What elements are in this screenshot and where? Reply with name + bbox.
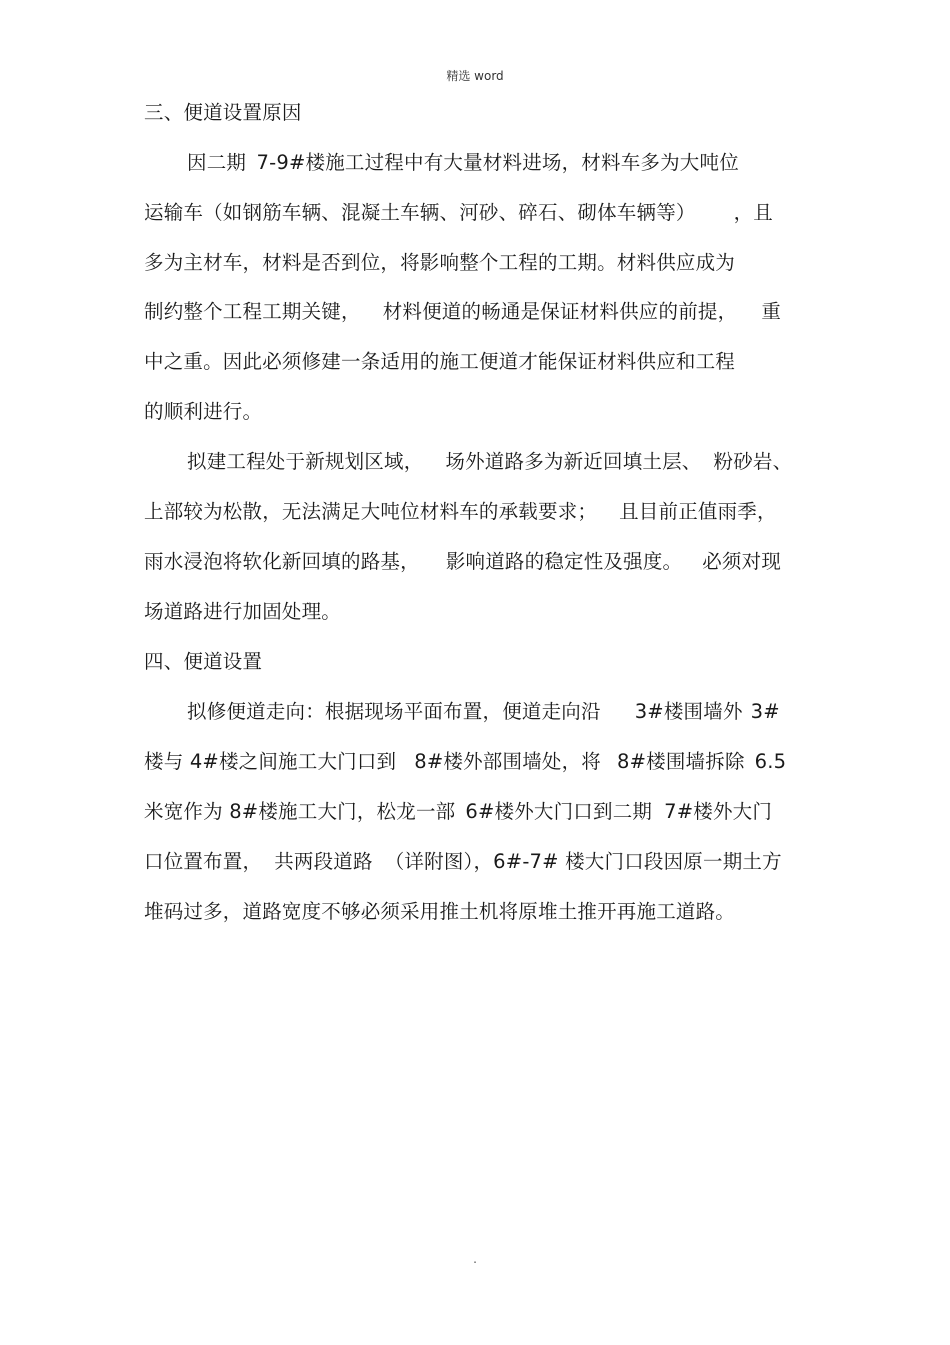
- paragraph-line: [144, 201, 773, 225]
- text-run: 上部较为松散，无法满足大吨位材料车的承载要求；: [144, 500, 598, 523]
- text-run: 3#: [750, 700, 780, 723]
- paragraph-line: [187, 450, 792, 474]
- text-run: 中之重。因此必须修建一条适用的施工便道才能保证材料供应和工程: [144, 350, 736, 373]
- text-run: 米宽作为: [144, 800, 230, 823]
- paragraph-line: [144, 550, 781, 574]
- text-run: 4#楼之间施工大门口到: [189, 750, 397, 773]
- text-run: 7#楼外大门: [664, 800, 773, 823]
- paragraph-line: [187, 700, 780, 724]
- text-run: 多为主材车，材料是否到位，将影响整个工程的工期。材料供应成为: [144, 251, 736, 274]
- text-run: 因二期: [187, 151, 253, 174]
- text-run: 必须对现: [702, 550, 782, 573]
- text-run: （详附图），6#-7# 楼大门口段因原一期土方: [384, 850, 782, 873]
- page-footer: .: [473, 1252, 477, 1266]
- text-run: 粉砂岩、: [713, 450, 793, 473]
- paragraph-line: [144, 500, 777, 524]
- paragraph-line: [144, 800, 772, 824]
- text-run: 8#楼外部围墙处，将: [414, 750, 602, 773]
- heading-text: 三、便道设置原因: [144, 101, 302, 124]
- paragraph-line: [144, 350, 735, 374]
- paragraph-line: [187, 151, 739, 175]
- section-heading: [144, 650, 262, 674]
- text-run: 6#楼外大门口到二期: [465, 800, 653, 823]
- paragraph-line: [144, 400, 262, 424]
- text-run: 场外道路多为新近回填土层、: [445, 450, 702, 473]
- text-run: 共两段道路: [274, 850, 373, 873]
- paragraph-line: [144, 900, 735, 924]
- paragraph-line: [144, 750, 786, 774]
- text-run: 影响道路的稳定性及强度。: [445, 550, 683, 573]
- text-run: 制约整个工程工期关键，: [144, 300, 361, 323]
- text-run: 拟修便道走向：根据现场平面布置，便道走向沿: [187, 700, 601, 723]
- text-run: 7-9#楼施工过程中有大量材料进场，材料车多为大吨位: [256, 151, 739, 174]
- text-run: 材料便道的畅通是保证材料供应的前提，: [382, 300, 738, 323]
- text-run: 运输车（如钢筋车辆、混凝土车辆、河砂、碎石、砌体车辆等）: [144, 201, 696, 224]
- text-run: 堆码过多，道路宽度不够必须采用推土机将原堆土推开再施工道路。: [144, 900, 736, 923]
- paragraph-line: [144, 850, 782, 874]
- text-run: 8#楼施工大门，松龙一部: [229, 800, 456, 823]
- text-run: 重: [761, 300, 782, 323]
- text-run: 6.5: [754, 750, 787, 773]
- text-run: 雨水浸泡将软化新回填的路基，: [144, 550, 420, 573]
- text-run: 拟建工程处于新规划区域，: [187, 450, 424, 473]
- text-run: 口位置布置，: [144, 850, 263, 873]
- text-run: 且目前正值雨季，: [619, 500, 777, 523]
- text-run: 3#楼围墙外: [634, 700, 743, 723]
- section-heading: [144, 101, 302, 125]
- paragraph-line: [144, 300, 781, 324]
- paragraph-line: [144, 251, 735, 275]
- text-run: ，且: [733, 201, 774, 224]
- text-run: 场道路进行加固处理。: [144, 600, 342, 623]
- page-header: 精选 word: [446, 69, 504, 83]
- text-run: 的顺利进行。: [144, 400, 263, 423]
- text-run: 8#楼围墙拆除: [617, 750, 745, 773]
- text-run: 楼与: [144, 750, 190, 773]
- heading-text: 四、便道设置: [144, 650, 263, 673]
- paragraph-line: [144, 600, 341, 624]
